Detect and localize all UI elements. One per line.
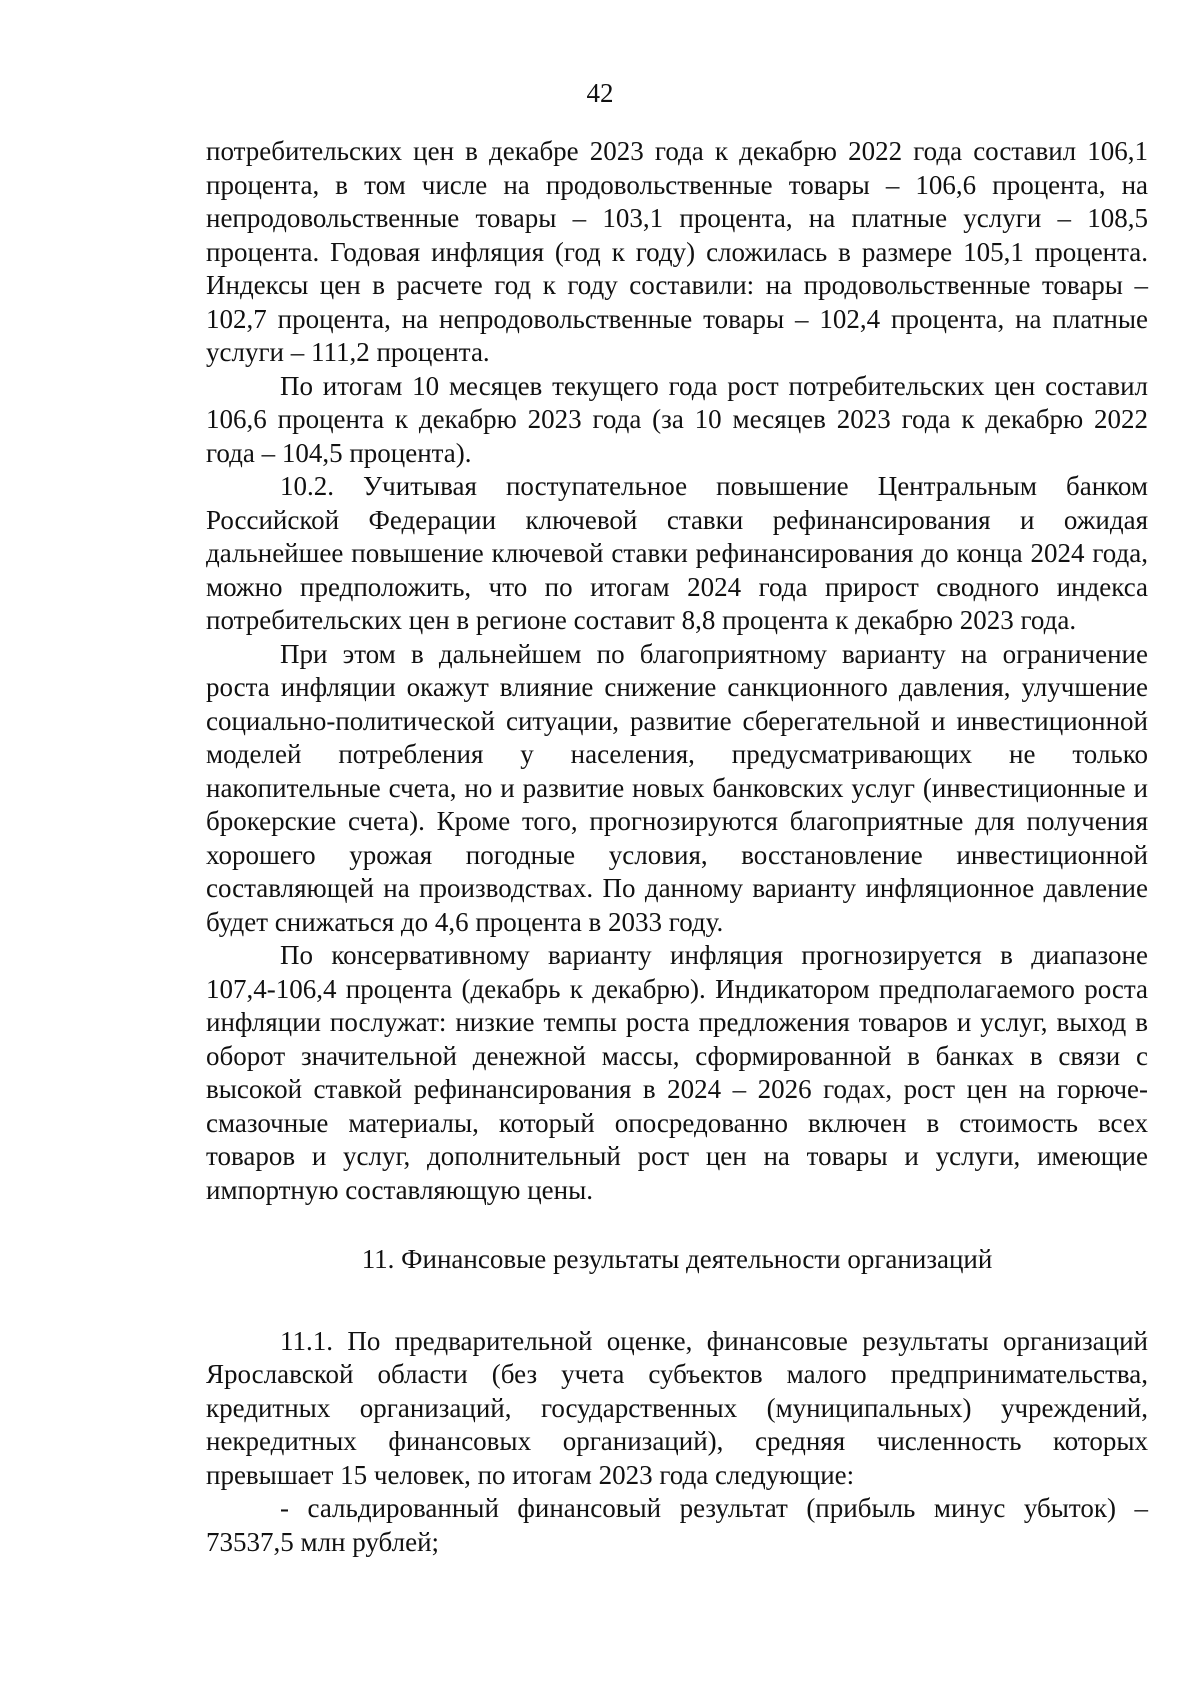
paragraph-10-2: 10.2. Учитывая поступательное повышение Центральным банком Российской Федерации ключевой ставки рефинансирования и ожидая дальнейшее повышение ключевой ставки рефинансирования до конца 2024 года, можно предположить, что по итогам 2024 года прирост сводного индекса потребительских цен в регионе составит 8,8 процента к декабрю 2023 года. <box>206 471 1148 635</box>
paragraph-inflation-2023: потребительских цен в декабре 2023 года к декабрю 2022 года составил 106,1 процента, в том числе на продовольственные товары – 106,6 процента, на непродовольственные товары – 103,1 процента, на платные услуги – 108,5 процента. Годовая инфляция (год к году) сложилась в размере 105,1 процента. Индексы цен в расчете год к году составили: на продовольственные товары – 102,7 процента, на непродовольственные товары – 102,4 процента, на платные услуги – 111,2 процента. <box>206 136 1148 367</box>
page-body <box>206 135 1148 1559</box>
paragraph-conservative-scenario: По консервативному варианту инфляция прогнозируется в диапазоне 107,4-106,4 процента (декабрь к декабрю). Индикатором предполагаемого роста инфляции послужат: низкие темпы роста предложения товаров и услуг, выход в оборот значительной денежной массы, сформированной в банках в связи с высокой ставкой рефинансирования в 2024 – 2026 годах, рост цен на горюче-смазочные материалы, который опосредованно включен в стоимость всех товаров и услуг, дополнительный рост цен на товары и услуги, имеющие импортную составляющую цены. <box>206 940 1148 1205</box>
paragraph-balanced-result: - сальдированный финансовый результат (прибыль минус убыток) – 73537,5 млн рублей; <box>206 1493 1148 1557</box>
paragraph-11-1: 11.1. По предварительной оценке, финансовые результаты организаций Ярославской области (без учета субъектов малого предпринимательства, кредитных организаций, государственных (муниципальных) учреждений, некредитных финансовых организаций), средняя численность которых превышает 15 человек, по итогам 2023 года следующие: <box>206 1325 1148 1490</box>
paragraph-10-months: По итогам 10 месяцев текущего года рост потребительских цен составил 106,6 процента к декабрю 2023 года (за 10 месяцев 2023 года к декабрю 2022 года – 104,5 процента). <box>206 370 1148 468</box>
paragraph-favorable-scenario: При этом в дальнейшем по благоприятному варианту на ограничение роста инфляции окажут влияние снижение санкционного давления, улучшение социально-политической ситуации, развитие сберегательной и инвестиционной моделей потребления у населения, предусматривающих не только накопительные счета, но и развитие новых банковских услуг (инвестиционные и брокерские счета). Кроме того, прогнозируются благоприятные для получения хорошего урожая погодные условия, восстановление инвестиционной составляющей на производствах. По данному варианту инфляционное давление будет снижаться до 4,6 процента в 2033 году. <box>206 638 1148 937</box>
page-number: 42 <box>586 78 614 108</box>
section-heading-11: 11. Финансовые результаты деятельности организаций <box>361 1244 993 1274</box>
